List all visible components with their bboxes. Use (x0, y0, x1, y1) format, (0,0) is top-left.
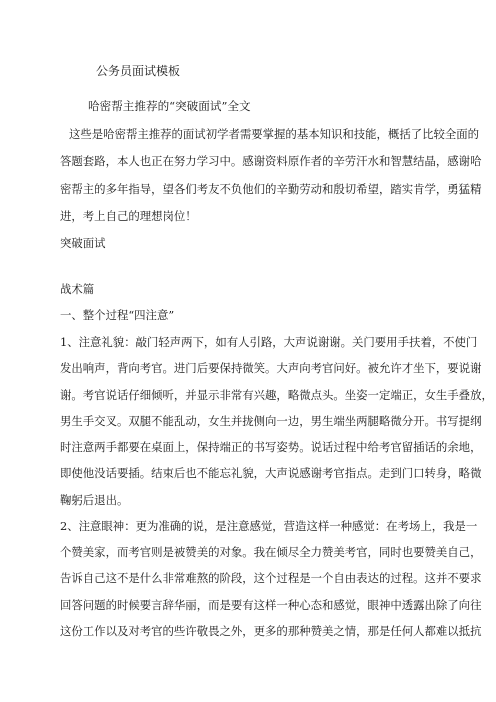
item1-line: 1、注意礼貌：敲门轻声两下，如有人引路，大声说谢谢。关门要用手扶着，不使门 (60, 335, 478, 349)
chapter-title: 一、整个过程“四注意” (60, 308, 175, 322)
item1-line: 即使他没话要插。结束后也不能忘礼貌，大声说感谢考官指点。走到门口转身，略微 (60, 466, 482, 480)
intro-line: 密帮主的多年指导，望各们考友不负他们的辛勤劳动和殷切希望，踏实肯学，勇猛精 (60, 182, 482, 196)
item1-line: 时注意两手都要在桌面上，保持端正的书写姿势。说话过程中给考官留插话的余地， (60, 440, 482, 454)
item2-line: 个赞美家，而考官则是被赞美的对象。我在倾尽全力赞美考官，同时也要赞美自己， (60, 545, 482, 559)
item2-line: 这份工作以及对考官的些许敬畏之外，更多的那种赞美之情，那是任何人都难以抵抗 (60, 624, 482, 638)
item2-line: 2、注意眼神：更为准确的说，是注意感觉，营造这样一种感觉：在考场上，我是一 (60, 519, 478, 533)
item1-line: 发出响声，背向考官。进门后要保持微笑。大声向考官问好。被允许才坐下，要说谢 (60, 361, 482, 375)
item1-line: 鞠躬后退出。 (60, 493, 129, 507)
item2-line: 告诉自己这不是什么非常难熬的阶段，这个过程是一个自由表达的过程。这并不要求 (60, 571, 482, 585)
intro-line: 答题套路，本人也正在努力学习中。感谢资料原作者的辛劳汗水和智慧结晶，感谢哈 (60, 154, 482, 168)
item1-line: 男生手交叉。双腿不能乱动，女生并拢侧向一边，男生端坐两腿略微分开。书写提纲 (60, 414, 482, 428)
document-title: 公务员面试模板 (96, 64, 181, 78)
intro-heading: 哈密帮主推荐的“突破面试”全文 (88, 99, 251, 113)
item1-line: 谢。考官说话仔细倾听，并显示非常有兴趣，略微点头。坐姿一定端正，女生手叠放， (60, 388, 493, 402)
intro-line: 进，考上自己的理想岗位！ (60, 209, 197, 223)
intro-line: 这些是哈密帮主推荐的面试初学者需要掌握的基本知识和技能，概括了比较全面的 (69, 127, 480, 141)
part-title: 战术篇 (60, 282, 95, 296)
item2-line: 回答问题的时候要言辞华丽，而是要有这样一种心态和感觉，眼神中透露出除了向往 (60, 598, 482, 612)
section-title: 突破面试 (60, 236, 106, 250)
